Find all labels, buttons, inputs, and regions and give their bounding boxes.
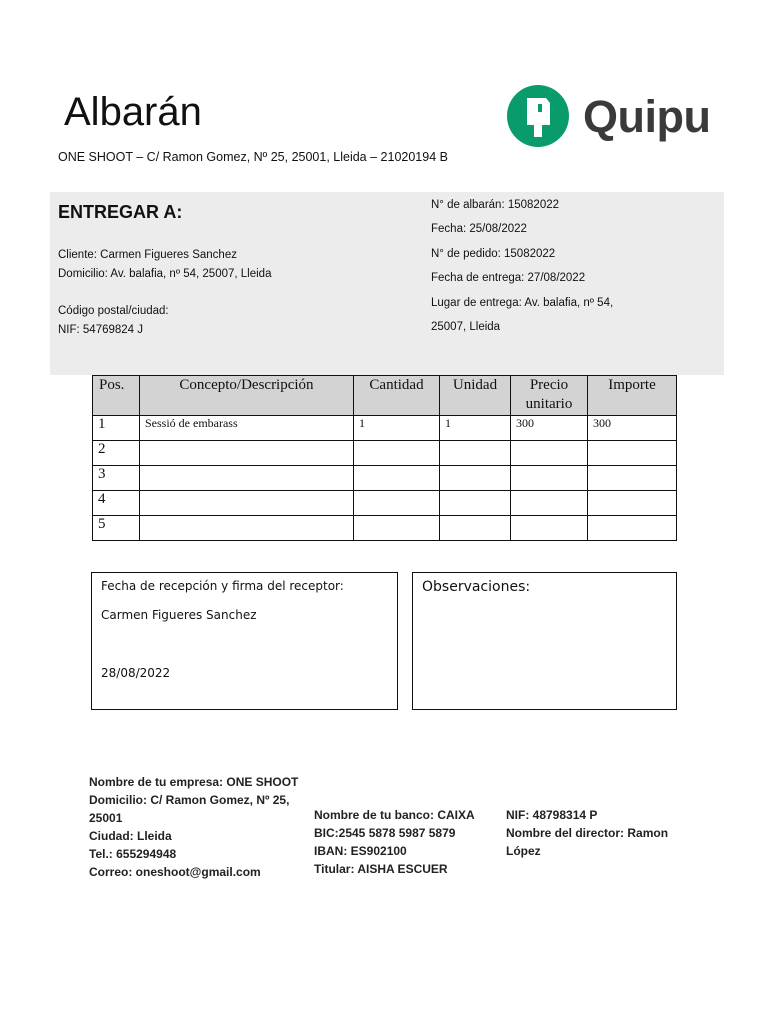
position-cell: 3 xyxy=(93,466,140,491)
column-header: Concepto/Descripción xyxy=(140,376,354,416)
column-header: Cantidad xyxy=(354,376,440,416)
albaran-date: Fecha: 25/08/2022 xyxy=(431,223,527,235)
table-row xyxy=(93,516,677,541)
unit-cell xyxy=(440,491,511,516)
reception-date: 28/08/2022 xyxy=(101,666,171,680)
delivery-place: Lugar de entrega: Av. balafia, nº 54, xyxy=(431,297,614,309)
position-cell: 2 xyxy=(93,441,140,466)
quantity-cell xyxy=(354,491,440,516)
column-header: Pos. xyxy=(93,376,140,416)
table-row xyxy=(93,491,677,516)
company-address-continued: 25001 xyxy=(89,811,123,825)
column-header: Importe xyxy=(588,376,677,416)
albaran-number: N° de albarán: 15082022 xyxy=(431,199,560,211)
amount-cell xyxy=(588,491,677,516)
receiver-name: Carmen Figueres Sanchez xyxy=(101,608,257,622)
client-line: Cliente: Carmen Figueres Sanchez xyxy=(58,249,237,261)
table-row xyxy=(93,466,677,491)
unit-price-cell xyxy=(511,466,588,491)
quantity-cell xyxy=(354,466,440,491)
document-title: Albarán xyxy=(64,90,202,134)
bank-name: Nombre de tu banco: CAIXA xyxy=(314,808,475,822)
position-cell: 5 xyxy=(93,516,140,541)
company-info xyxy=(89,773,309,881)
company-city: Ciudad: Lleida xyxy=(89,829,172,843)
amount-cell xyxy=(588,516,677,541)
deliver-to-heading: ENTREGAR A: xyxy=(58,202,183,222)
observations-label: Observaciones: xyxy=(422,579,531,595)
unit-price-cell xyxy=(511,441,588,466)
quantity-cell xyxy=(354,441,440,466)
director-name: Nombre del director: Ramon xyxy=(506,826,669,840)
sender-line: ONE SHOOT – C/ Ramon Gomez, Nº 25, 25001, Lleida – 21020194 B xyxy=(58,150,448,164)
quipu-logo xyxy=(505,85,710,147)
company-address: Domicilio: C/ Ramon Gomez, Nº 25, xyxy=(89,793,290,807)
unit-cell xyxy=(440,466,511,491)
unit-cell xyxy=(440,516,511,541)
order-number: N° de pedido: 15082022 xyxy=(431,248,556,260)
description-cell xyxy=(140,441,354,466)
description-cell xyxy=(140,491,354,516)
items-table xyxy=(92,375,677,541)
quantity-cell: 1 xyxy=(354,416,440,441)
client-nif-line: NIF: 54769824 J xyxy=(58,324,144,336)
unit-cell: 1 xyxy=(440,416,511,441)
description-cell xyxy=(140,466,354,491)
client-address-line: Domicilio: Av. balafia, nº 54, 25007, Lleida xyxy=(58,268,272,280)
quantity-cell xyxy=(354,516,440,541)
unit-price-cell xyxy=(511,516,588,541)
quipu-logo-text: Quipu xyxy=(583,90,711,142)
position-cell: 4 xyxy=(93,491,140,516)
amount-cell xyxy=(588,441,677,466)
description-cell: Sessió de embarass xyxy=(140,416,354,441)
description-cell xyxy=(140,516,354,541)
reception-label: Fecha de recepción y firma del receptor: xyxy=(101,579,344,593)
bank-info xyxy=(314,806,499,878)
delivery-place-continued: 25007, Lleida xyxy=(431,321,501,333)
bank-bic: BIC:2545 5878 5987 5879 xyxy=(314,826,456,840)
director-name-continued: López xyxy=(506,844,541,858)
delivery-date: Fecha de entrega: 27/08/2022 xyxy=(431,272,586,284)
table-header-row xyxy=(93,376,677,416)
bank-holder: Titular: AISHA ESCUER xyxy=(314,862,448,876)
legal-info xyxy=(506,806,691,860)
amount-cell xyxy=(588,466,677,491)
position-cell: 1 xyxy=(93,416,140,441)
company-email: Correo: oneshoot@gmail.com xyxy=(89,865,261,879)
column-header: Unidad xyxy=(440,376,511,416)
director-nif: NIF: 48798314 P xyxy=(506,808,598,822)
postal-city-line: Código postal/ciudad: xyxy=(58,305,169,317)
table-row xyxy=(93,416,677,441)
company-phone: Tel.: 655294948 xyxy=(89,847,177,861)
quipu-logo-icon xyxy=(505,85,571,147)
column-header: Precio unitario xyxy=(511,376,588,416)
bank-iban: IBAN: ES902100 xyxy=(314,844,407,858)
unit-price-cell xyxy=(511,491,588,516)
company-name: Nombre de tu empresa: ONE SHOOT xyxy=(89,775,299,789)
unit-price-cell: 300 xyxy=(511,416,588,441)
table-row xyxy=(93,441,677,466)
amount-cell: 300 xyxy=(588,416,677,441)
unit-cell xyxy=(440,441,511,466)
